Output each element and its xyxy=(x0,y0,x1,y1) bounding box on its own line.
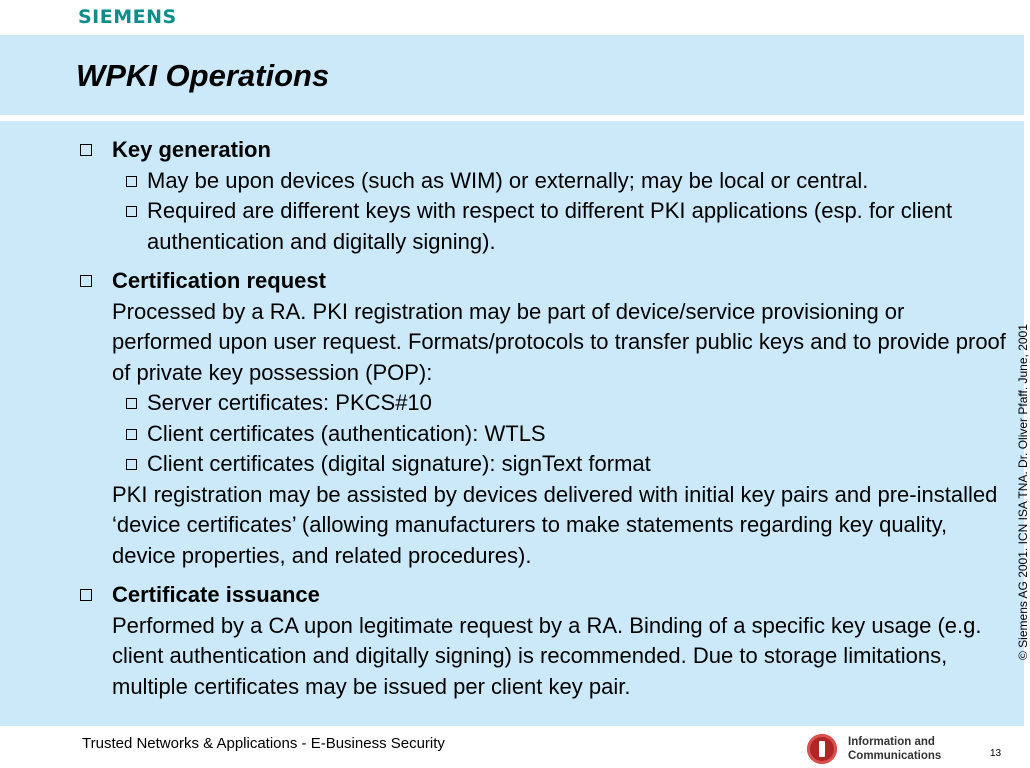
sub-item-text: Client certificates (digital signature): signText format xyxy=(147,451,651,476)
checkbox-bullet-icon xyxy=(126,459,137,470)
bullet-certificate-issuance xyxy=(76,580,1006,702)
bullet-heading: Key generation xyxy=(112,137,271,162)
checkbox-bullet-icon xyxy=(126,206,137,217)
checkbox-bullet-icon xyxy=(126,429,137,440)
bullet-paragraph: Performed by a CA upon legitimate request by a RA. Binding of a specific key usage (e.g. client authentication and digitally signing) is recommended. Due to storage limitations, multiple certificates may be issued per client key pair. xyxy=(112,612,982,699)
slide-title: WPKI Operations xyxy=(76,58,330,93)
bullet-key-generation xyxy=(76,135,1006,257)
bullet-heading: Certificate issuance xyxy=(112,582,320,607)
ic-logo-text xyxy=(848,735,941,763)
sub-list xyxy=(126,166,1006,258)
checkbox-bullet-icon xyxy=(80,275,92,287)
sub-item-text: Client certificates (authentication): WTLS xyxy=(147,420,546,446)
bullet-heading: Certification request xyxy=(112,268,326,293)
sub-item-text: Required are different keys with respect to different PKI applications (esp. for client authentication and digitally signing). xyxy=(147,198,953,254)
sub-item-text: Server certificates: PKCS#10 xyxy=(147,390,432,415)
sub-item xyxy=(126,166,1006,197)
bullet-certification-request xyxy=(76,266,1006,571)
ic-logo-line1: Information and xyxy=(848,736,935,748)
sub-item xyxy=(126,419,1006,450)
sub-item xyxy=(126,449,1006,480)
ic-logo-line2: Communications xyxy=(848,750,942,762)
checkbox-bullet-icon xyxy=(126,398,137,409)
siemens-logo: SIEMENS xyxy=(78,6,177,28)
sub-list xyxy=(126,388,1006,480)
checkbox-bullet-icon xyxy=(80,144,92,156)
info-communications-logo-icon xyxy=(807,734,837,764)
bullet-list xyxy=(76,135,1006,711)
checkbox-bullet-icon xyxy=(126,176,137,187)
checkbox-bullet-icon xyxy=(80,589,92,601)
sub-item xyxy=(126,388,1006,419)
bullet-paragraph: Processed by a RA. PKI registration may be part of device/service provisioning or performed upon user request. Formats/protocols to transfer public keys and to provide proof of private key possession (POP): xyxy=(112,298,1006,385)
sub-item xyxy=(126,196,1006,257)
top-bar xyxy=(0,0,1024,33)
sub-item-text: May be upon devices (such as WIM) or externally; may be local or central. xyxy=(147,167,869,193)
page-number: 13 xyxy=(990,748,1002,759)
divider xyxy=(0,117,1024,119)
bullet-paragraph: PKI registration may be assisted by devices delivered with initial key pairs and pre-installed ‘device certificates’ (allowing manufacturers to make statements regarding key quality, device properties, and related procedures). xyxy=(112,481,998,568)
footer-text: Trusted Networks & Applications - E-Business Security xyxy=(82,735,445,752)
copyright-notice: © Siemens AG 2001. ICN ISA TNA. Dr. Oliver Pfaff. June, 2001 xyxy=(1016,324,1030,660)
